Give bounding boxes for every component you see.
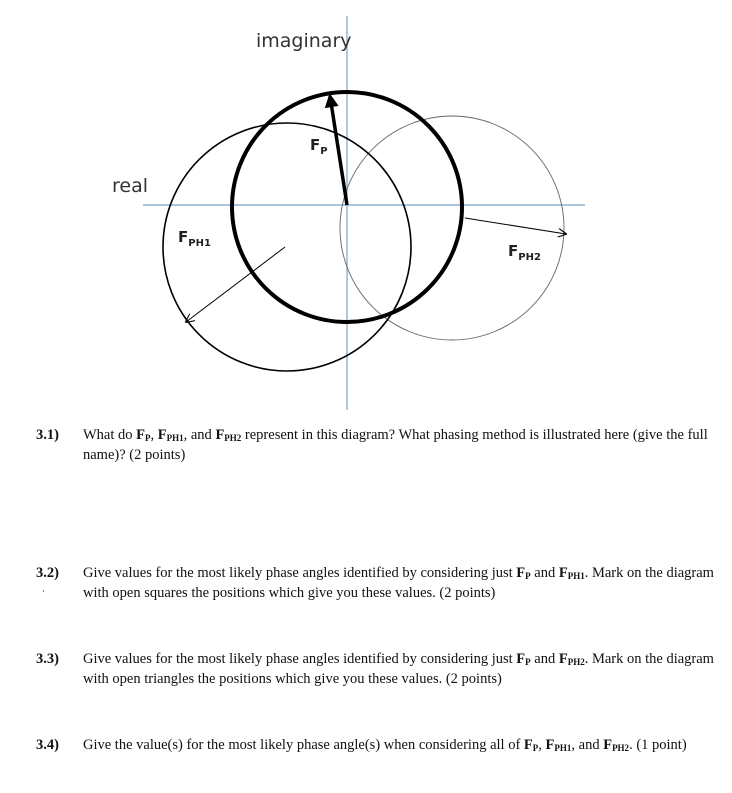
- question-number: 3.2): [36, 565, 59, 581]
- fph2-label: $F_{PH2}$: [508, 242, 541, 263]
- question-text: Give the value(s) for the most likely phase angle(s) when considering all of $F_P$, $F_{PH1}$, and $F_{PH2}$. (1 point): [83, 737, 687, 753]
- question-text: What do $F_P$, $F_{PH1}$, and $F_{PH2}$ represent in this diagram? What phasing method is illustrated here (give the full name)? (2 points): [83, 427, 708, 463]
- fp-vector: [330, 96, 347, 205]
- real-axis-label: real: [112, 175, 149, 197]
- question-number: 3.4): [36, 737, 59, 753]
- question-number: 3.1): [36, 427, 59, 443]
- fph2-vector: [465, 218, 566, 234]
- question-text: Give values for the most likely phase angles identified by considering just $F_P$ and $F_{PH1}$. Mark on the diagram with open squares the positions which give you these values. (2 points): [83, 565, 714, 601]
- symbol: $F_P$: [516, 565, 531, 581]
- symbol: $F_P$: [523, 737, 539, 753]
- symbol: $F_{PH2}$: [558, 651, 585, 667]
- stray-mark: ‘: [42, 588, 45, 598]
- imaginary-axis-label: imaginary: [256, 30, 352, 52]
- symbol: $F_{PH1}$: [545, 737, 572, 753]
- fph1-label: $F_{PH1}$: [178, 228, 211, 249]
- symbol: $F_{PH2}$: [603, 737, 630, 753]
- question-text: Give values for the most likely phase angles identified by considering just $F_P$ and $F_{PH2}$. Mark on the diagram with open triangles the positions which give you these values. (2 points): [83, 651, 714, 687]
- symbol: $F_P$: [516, 651, 531, 667]
- symbol: $F_{PH2}$: [215, 427, 242, 443]
- question-number: 3.3): [36, 651, 59, 667]
- symbol: $F_P$: [136, 427, 151, 443]
- symbol: $F_{PH1}$: [157, 427, 184, 443]
- fph1-vector: [186, 247, 285, 322]
- fp-label: $F_P$: [310, 136, 328, 157]
- symbol: $F_{PH1}$: [558, 565, 585, 581]
